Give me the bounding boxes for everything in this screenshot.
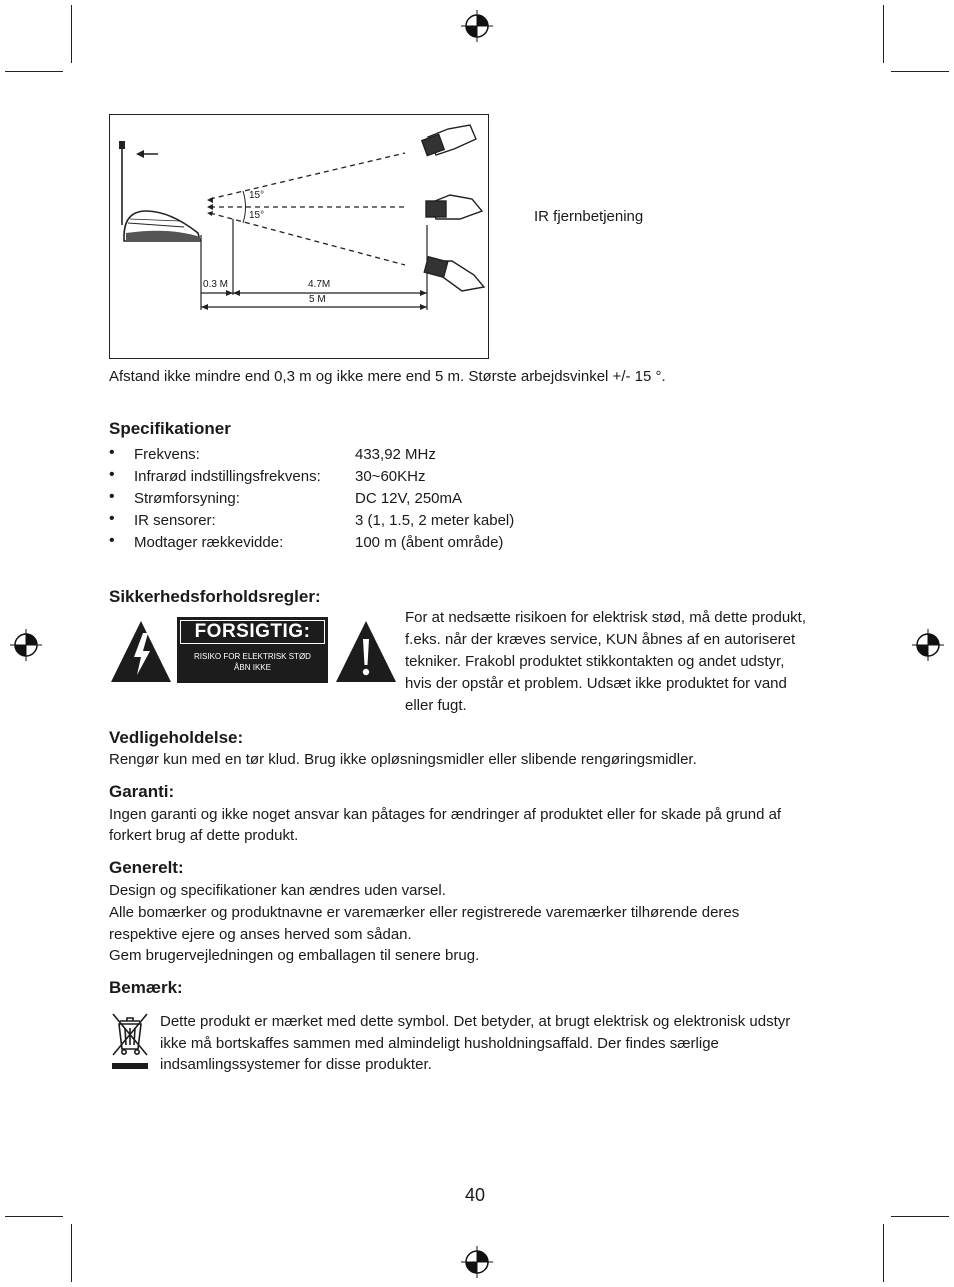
crop-mark xyxy=(71,5,72,63)
safety-heading: Sikkerhedsforholdsregler: xyxy=(109,587,321,606)
crop-mark xyxy=(891,71,949,72)
crop-mark xyxy=(883,1224,884,1282)
safety-text-line: tekniker. Frakobl produktet stikkontakten og andet udstyr, xyxy=(405,653,785,670)
warranty-heading: Garanti: xyxy=(109,782,175,801)
maintenance-heading: Vedligeholdelse: xyxy=(109,728,244,747)
ir-range-diagram xyxy=(109,114,489,359)
bullet-icon: • xyxy=(109,444,115,461)
general-text-line: Design og specifikationer kan ændres uden varsel. xyxy=(109,882,446,899)
registration-mark-icon xyxy=(460,9,494,43)
registration-mark-icon xyxy=(911,628,945,662)
crop-mark xyxy=(891,1216,949,1217)
crop-mark xyxy=(883,5,884,63)
warranty-text-line: Ingen garanti og ikke noget ansvar kan påtages for ændringer af produktet eller for skade på grund af xyxy=(109,806,782,823)
min-distance-label: 0.3 M xyxy=(203,279,229,290)
mid-distance-label: 4.7M xyxy=(308,279,331,290)
registration-mark-icon xyxy=(9,628,43,662)
safety-text-line: For at nedsætte risikoen for elektrisk stød, må dette produkt, xyxy=(405,609,807,626)
caution-title: FORSIGTIG: xyxy=(194,621,311,642)
general-text-line: Alle bomærker og produktnavne er varemærker eller registrerede varemærker tilhørende deres xyxy=(109,904,740,921)
safety-text-line: f.eks. når der kræves service, KUN åbnes af en autoriseret xyxy=(405,631,796,648)
crop-mark xyxy=(5,71,63,72)
exclamation-warning-icon xyxy=(335,619,397,683)
maintenance-text: Rengør kun med en tør klud. Brug ikke opløsningsmidler eller slibende rengøringsmidler. xyxy=(109,751,697,768)
figure-caption: Afstand ikke mindre end 0,3 m og ikke mere end 5 m. Største arbejdsvinkel +/- 15 °. xyxy=(109,368,666,385)
general-heading: Generelt: xyxy=(109,858,184,877)
electric-shock-warning-icon xyxy=(110,619,172,683)
safety-text-line: eller fugt. xyxy=(405,697,467,714)
crop-mark xyxy=(5,1216,63,1217)
bullet-icon: • xyxy=(109,532,115,549)
note-text-line: indsamlingssystemer for disse produkter. xyxy=(160,1056,432,1073)
note-text-line: ikke må bortskaffes sammen med almindeligt husholdningsaffald. Der findes særlige xyxy=(160,1035,719,1052)
page-number: 40 xyxy=(465,1185,486,1205)
warranty-text-line: forkert brug af dette produkt. xyxy=(109,827,299,844)
caution-line: RISIKO FOR ELEKTRISK STØD xyxy=(194,652,311,661)
angle-label: 15° xyxy=(249,190,265,201)
note-text-line: Dette produkt er mærket med dette symbol. Det betyder, at brugt elektrisk og elektronisk udstyr xyxy=(160,1013,791,1030)
crop-mark xyxy=(71,1224,72,1282)
general-text-line: Gem brugervejledningen og emballagen til senere brug. xyxy=(109,947,480,964)
specs-heading: Specifikationer xyxy=(109,419,231,438)
weee-crossed-bin-icon xyxy=(110,1011,150,1073)
safety-text-line: hvis der opstår et problem. Udsæt ikke produktet for vand xyxy=(405,675,787,692)
bullet-icon: • xyxy=(109,488,115,505)
caution-line: ÅBN IKKE xyxy=(234,663,271,672)
general-text-line: respektive ejere og anses herved som sådan. xyxy=(109,926,412,943)
note-heading: Bemærk: xyxy=(109,978,183,997)
total-distance-label: 5 M xyxy=(309,294,326,305)
bullet-icon: • xyxy=(109,466,115,483)
angle-label: 15° xyxy=(249,210,265,221)
figure-side-caption: IR fjernbetjening xyxy=(534,208,644,225)
caution-label xyxy=(177,617,328,683)
bullet-icon: • xyxy=(109,510,115,527)
registration-mark-icon xyxy=(460,1245,494,1279)
caution-title-frame xyxy=(180,620,325,644)
